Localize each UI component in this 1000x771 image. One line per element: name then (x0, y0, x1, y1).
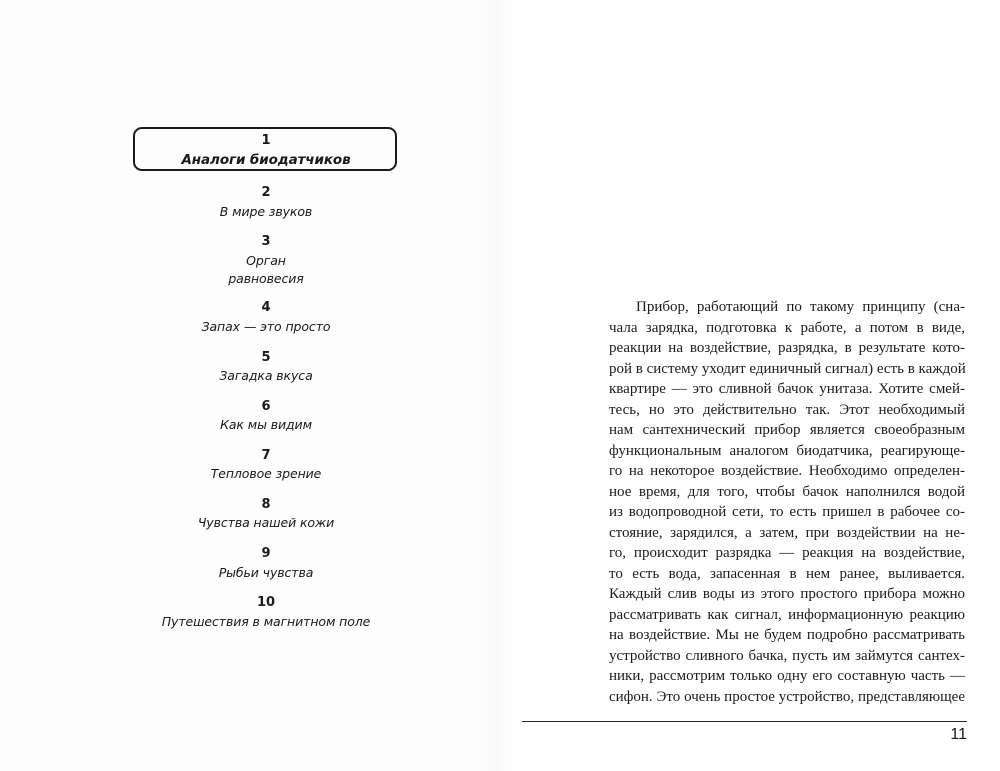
toc-chapter-number: 6 (261, 399, 271, 414)
text-line: устройство сливного бачка, пусть им займутся сантех- (609, 648, 965, 664)
toc-chapter-title-active[interactable]: Аналоги биодатчиков (181, 152, 351, 168)
text-line: реакции на воздействие, разрядка, в результате кото- (609, 340, 965, 356)
toc-chapter-number: 1 (261, 133, 271, 148)
toc-chapter-number: 5 (261, 350, 271, 365)
book-spine-gutter (478, 0, 522, 771)
text-line: стояние, зарядился, а затем, при воздействии на не- (609, 525, 965, 541)
toc-chapter-title[interactable]: Запах — это просто (201, 319, 331, 334)
toc-chapter-title[interactable]: Тепловое зрение (210, 466, 322, 481)
toc-chapter-title[interactable]: Рыбьи чувства (218, 565, 314, 580)
text-line: чала зарядка, подготовка к работе, а потом в виде, (609, 320, 965, 336)
toc-chapter-number: 4 (261, 300, 271, 315)
toc-chapter-title[interactable]: Загадка вкуса (219, 368, 313, 383)
text-line: квартире — это сливной бачок унитаза. Хотите смей- (609, 381, 965, 397)
toc-chapter-number: 3 (261, 234, 271, 249)
text-line: на воздействие. Мы не будем подробно рассматривать (609, 627, 965, 643)
footer-divider (522, 721, 967, 722)
toc-chapter-title[interactable]: Чувства нашей кожи (197, 515, 335, 530)
toc-chapter-title[interactable]: Орган (246, 253, 286, 268)
text-line: то есть вода, запасенная в нем ранее, выливается. (609, 566, 965, 582)
text-line: функциональным аналогом биодатчика, реагирующе- (609, 443, 965, 459)
toc-chapter-number: 9 (261, 546, 271, 561)
text-line: из водопроводной сети, то есть пришел в рабочее со- (609, 504, 965, 520)
toc-chapter-title[interactable]: Как мы видим (220, 417, 312, 432)
text-line: Прибор, работающий по такому принципу (сна- (636, 299, 965, 315)
text-line: ники, рассмотрим только одну его составную часть — (609, 668, 965, 684)
text-line: сифон. Это очень простое устройство, представляющее (609, 689, 965, 705)
text-line: го, происходит разрядка — реакция на воздействие, (609, 545, 965, 561)
text-line: тесь, но это действительно так. Этот необходимый (609, 402, 965, 418)
text-line: нам сантехнический прибор является своеобразным (609, 422, 965, 438)
page-number: 11 (950, 726, 967, 743)
toc-chapter-number: 2 (261, 185, 271, 200)
toc-chapter-number: 8 (261, 497, 271, 512)
text-line: рассматривать как сигнал, информационную реакцию (609, 607, 965, 623)
toc-chapter-title[interactable]: Путешествия в магнитном поле (161, 614, 371, 629)
text-line: го на некоторое воздействие. Необходимо определен- (609, 463, 965, 479)
text-line: Каждый слив воды из этого простого прибора можно (609, 586, 965, 602)
toc-chapter-number: 7 (261, 448, 271, 463)
toc-chapter-title[interactable]: В мире звуков (219, 204, 313, 219)
text-line: ное время, для того, чтобы бачок наполнился водой (609, 484, 965, 500)
toc-chapter-number: 10 (256, 595, 276, 610)
text-line: рой в систему уходит единичный сигнал) есть в каждой (609, 361, 966, 377)
toc-chapter-title[interactable]: равновесия (228, 271, 304, 286)
